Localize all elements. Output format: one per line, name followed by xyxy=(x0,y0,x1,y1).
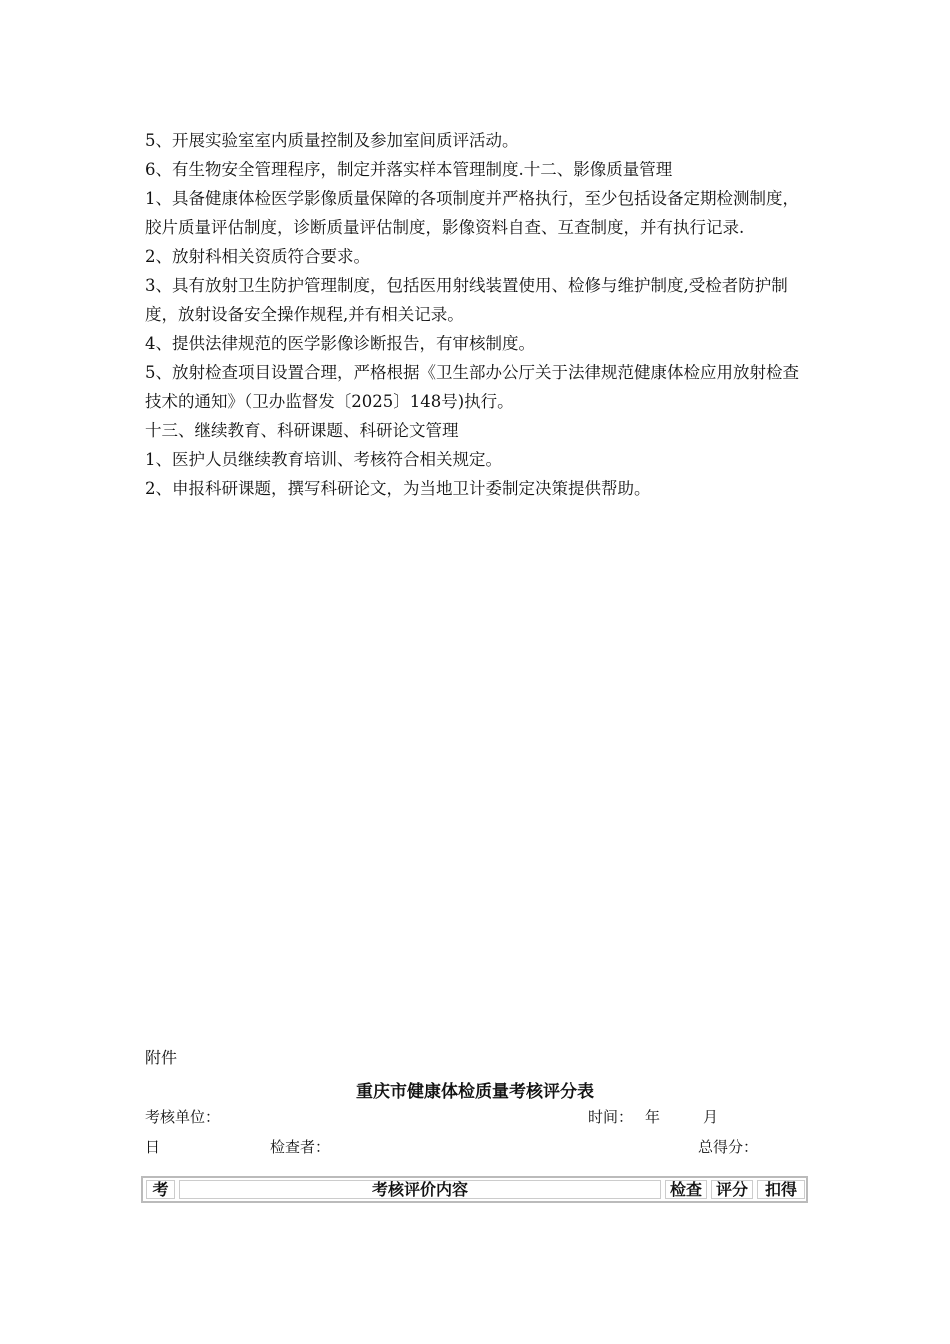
paragraph: 6、有生物安全管理程序，制定并落实样本管理制度.十二、影像质量管理 xyxy=(145,160,673,179)
month-label: 月 xyxy=(703,1108,719,1126)
paragraph: 3、具有放射卫生防护管理制度，包括医用射线装置使用、检修与维护制度,受检者防护制度，放射设备安全操作规程,并有相关记录。 xyxy=(145,276,788,324)
unit-label: 考核单位： xyxy=(145,1108,221,1126)
time-label: 时间： xyxy=(588,1108,634,1126)
attachment-label: 附件 xyxy=(145,1048,178,1067)
year-label: 年 xyxy=(645,1108,661,1126)
day-label: 日 xyxy=(145,1138,161,1156)
total-score-label: 总得分： xyxy=(698,1138,759,1156)
body-text xyxy=(145,126,813,503)
header-cell: 扣得 xyxy=(757,1180,805,1199)
header-cell: 检查 xyxy=(665,1180,707,1199)
paragraph: 2、申报科研课题，撰写科研论文，为当地卫计委制定决策提供帮助。 xyxy=(145,479,651,498)
form-title: 重庆市健康体检质量考核评分表 xyxy=(356,1082,594,1102)
paragraph: 5、开展实验室室内质量控制及参加室间质评活动。 xyxy=(145,131,519,150)
paragraph: 4、提供法律规范的医学影像诊断报告，有审核制度。 xyxy=(145,334,535,353)
header-cell: 考核评价内容 xyxy=(179,1180,661,1199)
section-heading: 十三、继续教育、科研课题、科研论文管理 xyxy=(145,421,459,440)
paragraph: 1、具备健康体检医学影像质量保障的各项制度并严格执行，至少包括设备定期检测制度，胶片质量评估制度，诊断质量评估制度，影像资料自查、互查制度，并有执行记录. xyxy=(145,189,799,237)
inspector-label: 检查者： xyxy=(270,1138,331,1156)
header-cell: 评分 xyxy=(711,1180,753,1199)
paragraph: 5、放射检查项目设置合理，严格根据《卫生部办公厅关于法律规范健康体检应用放射检查技术的通知》（卫办监督发〔2025〕148号)执行。 xyxy=(145,363,799,411)
score-table-header xyxy=(141,1176,808,1203)
paragraph: 1、医护人员继续教育培训、考核符合相关规定。 xyxy=(145,450,502,469)
paragraph: 2、放射科相关资质符合要求。 xyxy=(145,247,370,266)
header-cell: 考 xyxy=(146,1180,175,1199)
